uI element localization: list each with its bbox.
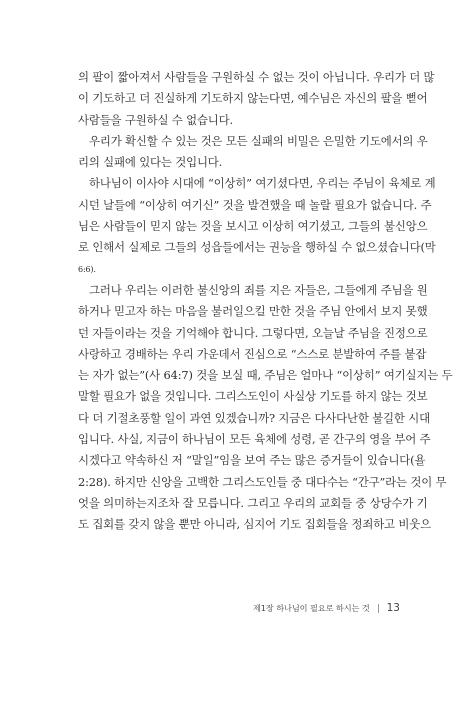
text-line: 시던 날들에 “이상히 여기신” 것을 발견했을 때 놀랄 필요가 없습니다. 주: [78, 197, 432, 212]
text-line: 던 자들이라는 것을 기억해야 합니다. 그렇다면, 오늘날 주님을 진정으로: [78, 325, 428, 340]
text-line: 하거나 믿고자 하는 마음을 불러일으킬 만한 것을 주님 안에서 보지 못했: [78, 304, 428, 319]
paragraph-start-line: 하나님이 이사야 시대에 “이상히” 여기셨다면, 우리는 주님이 육체로 계: [89, 176, 436, 191]
text-line: 2:28). 하지만 신앙을 고백한 그리스도인들 중 대다수는 “간구”라는 것이 무: [78, 474, 447, 489]
scripture-reference-line: 6:6).: [78, 264, 96, 274]
paragraph-start-line: 우리가 확신할 수 있는 것은 모든 실패의 비밀은 은밀한 기도에서의 우: [89, 133, 428, 148]
page-number: 13: [386, 602, 400, 614]
text-line: 사람들을 구원하실 수 없습니다.: [78, 112, 233, 127]
text-line: 시겠다고 약속하신 저 “말일”임을 보여 주는 많은 증거들이 있습니다(욜: [78, 453, 426, 468]
text-line: 도 집회를 갖지 않을 뿐만 아니라, 심지어 기도 집회들을 정죄하고 비웃으: [78, 517, 431, 532]
paragraph-start-line: 그러나 우리는 이러한 불신앙의 죄를 지은 자들은, 그들에게 주님을 원: [89, 282, 428, 297]
footer-divider: [378, 604, 379, 613]
page-footer: [253, 600, 400, 616]
text-line: 로 인해서 실제로 그들의 성읍들에서는 권능을 행하실 수 없으셨습니다(막: [78, 240, 436, 255]
text-line: 사랑하고 경배하는 우리 가운데서 진심으로 “스스로 분발하여 주를 붙잡: [78, 346, 427, 361]
text-line: 말할 필요가 없을 것입니다. 그리스도인이 사실상 기도를 하지 않는 것보: [78, 389, 428, 404]
text-line: 의 팔이 짧아져서 사람들을 구원하실 수 없는 것이 아닙니다. 우리가 더 많: [78, 70, 435, 84]
text-line: 는 자가 없는”(사 64:7) 것을 보실 때, 주님은 얼마나 “이상히” 여기실지는 두: [78, 368, 453, 383]
text-line: 님은 사람들이 믿지 않는 것을 보시고 이상히 여기셨고, 그들의 불신앙으: [78, 219, 428, 234]
text-line: 엇을 의미하는지조차 잘 모릅니다. 그리고 우리의 교회들 중 상당수가 기: [78, 495, 428, 510]
text-line: 입니다. 사실, 지금이 하나님이 모든 육체에 성령, 곧 간구의 영을 부어 주: [78, 432, 431, 447]
text-line: 이 기도하고 더 진실하게 기도하지 않는다면, 예수님은 자신의 팔을 뻗어: [78, 91, 428, 106]
body-text: [78, 67, 453, 536]
running-chapter-title: 제1장 하나님이 필요로 하시는 것: [252, 602, 370, 613]
text-line: 리의 실패에 있다는 것입니다.: [78, 155, 223, 170]
text-line: 다 더 기절초풍할 일이 과연 있겠습니까? 지금은 다사다난한 불길한 시대: [78, 410, 430, 425]
